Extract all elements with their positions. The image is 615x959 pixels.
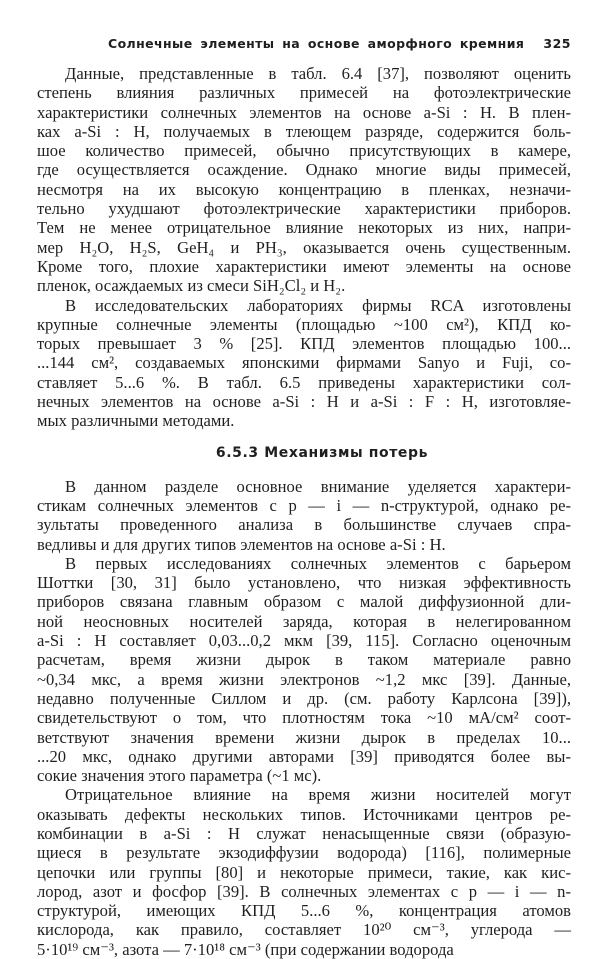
text-line: где осуществляется осаждение. Однако многие виды примесей, xyxy=(37,160,571,180)
text-line: ках a-Si : H, получаемых в тлеющем разряде, содержится боль- xyxy=(37,121,571,141)
text-line: ставляет 5...6 %. В табл. 6.5 приведены характеристики сол- xyxy=(37,372,571,392)
text-line: приборов связана главным образом с малой диффузионной дли- xyxy=(37,592,571,612)
text-line: Тем не менее отрицательное влияние некоторых из них, напри- xyxy=(37,218,571,238)
text-line: пленок, осаждаемых из смеси SiH₂Cl₂ и H₂. xyxy=(37,276,346,296)
text-line: свидетельствуют о том, что плотностям тока ~10 мА/см² соот- xyxy=(37,708,571,728)
text-before-section xyxy=(37,64,571,431)
text-line: ветствуют значения времени жизни дырок в пределах 10... xyxy=(37,727,571,747)
text-line: сокие значения этого параметра (~1 мс). xyxy=(37,766,322,786)
page-number: 325 xyxy=(543,36,571,51)
text-line: ведливы и для других типов элементов на основе a-Si : H. xyxy=(37,534,446,554)
text-line: недавно полученные Силлом и др. (см. работу Карлсона [39]), xyxy=(37,688,571,708)
running-title: Солнечные элементы на основе аморфного кремния xyxy=(108,36,525,51)
text-line: структурой, имеющих КПД 5...6 %, концентрация атомов xyxy=(37,901,571,921)
text-line: лород, азот и фосфор [39]. В солнечных элементах с p — i — n- xyxy=(37,881,571,901)
text-line: степень влияния различных примесей на фотоэлектрические xyxy=(37,83,571,103)
paragraph xyxy=(37,554,571,786)
text-line: ~0,34 мкс, а время жизни электронов ~1,2 мкс [39]. Данные, xyxy=(37,669,571,689)
text-line: щиеся в результате экзодиффузии водорода) [116], полимерные xyxy=(37,843,571,863)
text-line: шое количество примесей, обычно присутствующих в камере, xyxy=(37,141,571,161)
text-line: ной неосновных носителей заряда, которая в нелегированном xyxy=(37,611,571,631)
text-line: кислорода, как правило, составляет 10²⁰ см⁻³, углерода — xyxy=(37,920,571,940)
text-line: Кроме того, плохие характеристики имеют элементы на основе xyxy=(37,256,571,276)
section-heading: 6.5.3 Механизмы потерь xyxy=(215,444,429,461)
text-line: характеристики солнечных элементов на основе a-Si : H. В плен- xyxy=(37,102,571,122)
paragraph xyxy=(37,477,571,554)
text-after-section xyxy=(37,477,571,959)
text-line: торых превышает 3 % [25]. КПД элементов площадью 100... xyxy=(37,334,571,354)
text-line: ...144 см², создаваемых японскими фирмами Sanyo и Fuji, со- xyxy=(37,353,571,373)
page-body xyxy=(37,64,571,959)
paragraph xyxy=(37,64,571,296)
text-line: Данные, представленные в табл. 6.4 [37], позволяют оценить xyxy=(65,64,571,83)
text-line: Шоттки [30, 31] было установлено, что низкая эффективность xyxy=(37,573,571,593)
text-line: a-Si : H составляет 0,03...0,2 мкм [39, 115]. Согласно оценочным xyxy=(37,631,571,651)
text-line: В первых исследованиях солнечных элементов с барьером xyxy=(65,553,571,573)
text-line: стикам солнечных элементов с p — i — n-структурой, однако ре- xyxy=(37,495,571,515)
text-line: крупные солнечные элементы (площадью ~100 см²), КПД ко- xyxy=(37,314,571,334)
text-line: расчетам, время жизни дырок в таком материале равно xyxy=(37,650,571,670)
paragraph xyxy=(37,785,571,959)
text-line: 5·10¹⁹ см⁻³, азота — 7·10¹⁸ см⁻³ (при содержании водорода xyxy=(37,939,454,959)
text-line: мер H₂O, H₂S, GeH₄ и PH₃, оказывается очень существенным. xyxy=(37,237,571,257)
text-line: оказывать дефекты нескольких типов. Источниками центров ре- xyxy=(37,804,571,824)
text-line: зультаты проведенного анализа в большинстве случаев спра- xyxy=(37,515,571,535)
text-line: цепочки или группы [80] и некоторые примеси, такие, как кис- xyxy=(37,862,571,882)
text-line: ...20 мкс, однако другими авторами [39] приводятся более вы- xyxy=(37,746,571,766)
text-line: тельно ухудшают фотоэлектрические характеристики приборов. xyxy=(37,199,571,219)
text-line: В данном разделе основное внимание уделяется характери- xyxy=(65,476,571,496)
text-line: мых различными методами. xyxy=(37,411,235,431)
paragraph xyxy=(37,296,571,431)
text-line: нечных элементов на основе a-Si : H и a-Si : F : H, изготовляе- xyxy=(37,392,571,412)
text-line: Отрицательное влияние на время жизни носителей могут xyxy=(65,785,571,805)
text-line: В исследовательских лабораториях фирмы RCA изготовлены xyxy=(65,295,571,315)
text-line: комбинации в a-Si : H служат ненасыщенные связи (образую- xyxy=(37,823,571,843)
text-line: несмотря на их высокую концентрацию в пленках, незначи- xyxy=(37,179,571,199)
